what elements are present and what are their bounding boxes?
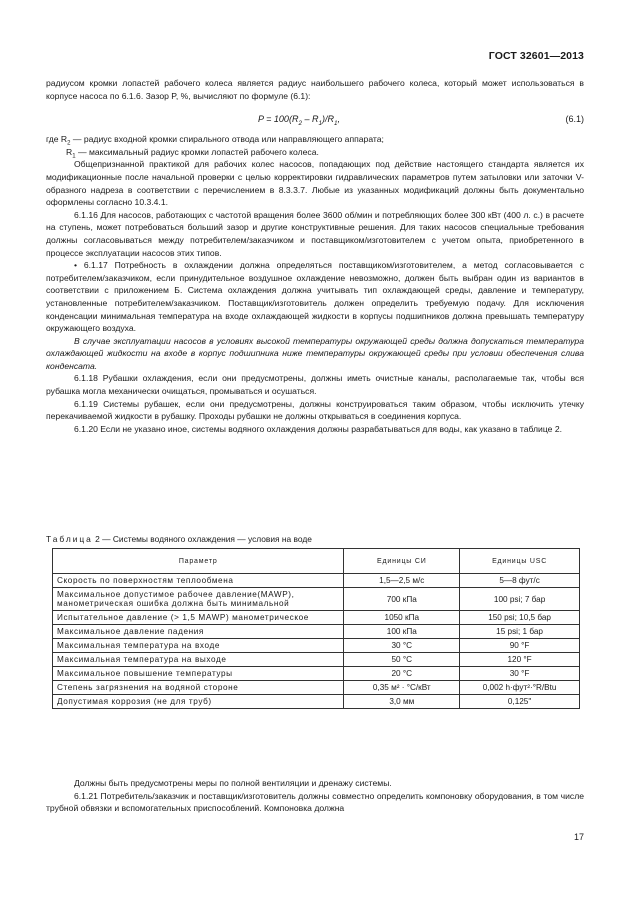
table-cell: Испытательное давление (> 1,5 MAWP) манометрическое xyxy=(53,611,344,625)
table-cell: 5—8 фут/с xyxy=(460,574,580,588)
table-cell: 120 °F xyxy=(460,653,580,667)
table-row xyxy=(53,639,580,653)
table-row xyxy=(53,611,580,625)
column-header: Единицы СИ xyxy=(344,549,460,574)
water-cooling-table xyxy=(52,548,580,709)
table-cell: 30 °F xyxy=(460,667,580,681)
table-cell: 150 psi; 10,5 бар xyxy=(460,611,580,625)
where-r1: $R_1$ — максимальный радиус кромки лопастей рабочего колеса. xyxy=(66,146,319,160)
paragraph-6-1-19: 6.1.19 Системы рубашек, если они предусмотрены, должны конструироваться таким образом, чтобы исключить утечку перекачиваемой жидкости в рубашку. Проходы рубашки не должны открываться в соединения корпуса. xyxy=(46,398,584,422)
formula-number: (6.1) xyxy=(565,114,584,125)
table-caption: Таблица 2 — Системы водяного охлаждения — условия на воде xyxy=(46,534,312,544)
column-header: Параметр xyxy=(53,549,344,574)
table-cell: 20 °C xyxy=(344,667,460,681)
table-row xyxy=(53,695,580,709)
main-text xyxy=(46,77,584,435)
paragraph-6-1-20: 6.1.20 Если не указано иное, системы водяного охлаждения должны разрабатываться для воды, как указано в таблице 2. xyxy=(74,423,563,434)
table-cell: Максимальное допустимое рабочее давление(MAWP), манометрическая ошибка должна быть минимальной xyxy=(53,588,344,611)
table-cell: 15 psi; 1 бар xyxy=(460,625,580,639)
table-row xyxy=(53,625,580,639)
formula-expression: $P = 100(R_2 - R_1)/R_1$, xyxy=(258,114,341,127)
table-cell: 3,0 мм xyxy=(344,695,460,709)
table-cell: Скорость по поверхностям теплообмена xyxy=(53,574,344,588)
table-cell: Максимальное давление падения xyxy=(53,625,344,639)
table-row xyxy=(53,667,580,681)
standard-header: ГОСТ 32601—2013 xyxy=(488,50,584,62)
table-header-row xyxy=(53,549,580,574)
table-cell: Максимальная температура на выходе xyxy=(53,653,344,667)
table-cell: 50 °C xyxy=(344,653,460,667)
paragraph-practice: Общепризнанной практикой для рабочих колес насосов, попадающих под действие настоящего стандарта является их модификационные после начальной проверки с целью корректировки гидравлических параметров путем затыловки или заточки V-образного надреза в соответствии с перечислением в 8.3.3.7. Любые из указанных модификаций должны быть документально оформлены согласно 10.3.4.1. xyxy=(46,159,584,208)
table-cell: 700 кПа xyxy=(344,588,460,611)
where-r2: где $R_2$ — радиус входной кромки спирального отвода или направляющего аппарата; xyxy=(46,134,384,147)
table-cell: 0,002 h·фут²·°R/Btu xyxy=(460,681,580,695)
table-cell: 100 кПа xyxy=(344,625,460,639)
paragraph-italic-note: В случае эксплуатации насосов в условиях высокой температуры окружающей среды должна допускаться температура охлаждающей жидкости на входе в корпус подшипника ниже температуры окружающей среды при условии обеспечения слива конденсата. xyxy=(46,335,584,371)
table-row xyxy=(53,574,580,588)
table-cell: Максимальное повышение температуры xyxy=(53,667,344,681)
table-cell: 30 °C xyxy=(344,639,460,653)
paragraph-6-1-18: 6.1.18 Рубашки охлаждения, если они предусмотрены, должны иметь очистные каналы, располагаемые так, чтобы вся рубашка могла механически очищаться, промываться и осушаться. xyxy=(46,373,584,397)
closing-text xyxy=(46,777,584,815)
table-cell: Допустимая коррозия (не для труб) xyxy=(53,695,344,709)
table-row xyxy=(53,681,580,695)
table-cell: Степень загрязнения на водяной стороне xyxy=(53,681,344,695)
paragraph-6-1-21: 6.1.21 Потребитель/заказчик и поставщик/изготовитель должны совместно определить компоновку оборудования, в том числе трубной обвязки и вспомогательных приспособлений. Компоновка должна xyxy=(46,790,584,814)
table-cell: Максимальная температура на входе xyxy=(53,639,344,653)
formula-block xyxy=(46,108,584,130)
paragraph-6-1-17: • 6.1.17 Потребность в охлаждении должна определяться поставщиком/изготовителем, а метод согласовывается с потребителем/заказчиком, если принудительное воздушное охлаждение невозможно, должен быть выбран один из вариантов в соответствии с приложением Б. Система охлаждения должна учитывать тип охлаждающей среды, давление и температуру, установленные потребителем/заказчиком. Поставщик/изготовитель должен определить требуемую подачу. Для исключения конденсации минимальная температура на входе охлаждающей жидкости в корпусы подшипников должна превышать температуру окружающего воздуха. xyxy=(46,260,584,334)
table-row xyxy=(53,653,580,667)
table-cell: 1,5—2,5 м/с xyxy=(344,574,460,588)
page-number: 17 xyxy=(573,832,584,842)
table-cell: 0,125" xyxy=(460,695,580,709)
table-row xyxy=(53,588,580,611)
table-cell: 90 °F xyxy=(460,639,580,653)
paragraph-6-1-16: 6.1.16 Для насосов, работающих с частотой вращения более 3600 об/мин и потребляющих более 300 кВт (400 л. с.) в расчете на ступень, может потребоваться больший зазор и другие конструктивные решения. Для таких насосов специальные требования должны согласовываться между потребителем/заказчиком и поставщиком/изготовителем с учетом опыта, приобретенного в процессе эксплуатации насосов этих типов. xyxy=(46,209,584,258)
table-cell: 0,35 м² · °С/кВт xyxy=(344,681,460,695)
table-cell: 1050 кПа xyxy=(344,611,460,625)
intro-paragraph: радиусом кромки лопастей рабочего колеса является радиус наибольшего рабочего колеса, который может использоваться в корпусе насоса по 6.1.6. Зазор P, %, вычисляют по формуле (6.1): xyxy=(46,78,584,101)
column-header: Единицы USC xyxy=(460,549,580,574)
paragraph-ventilation: Должны быть предусмотрены меры по полной вентиляции и дренажу системы. xyxy=(74,778,392,788)
table-cell: 100 psi; 7 бар xyxy=(460,588,580,611)
